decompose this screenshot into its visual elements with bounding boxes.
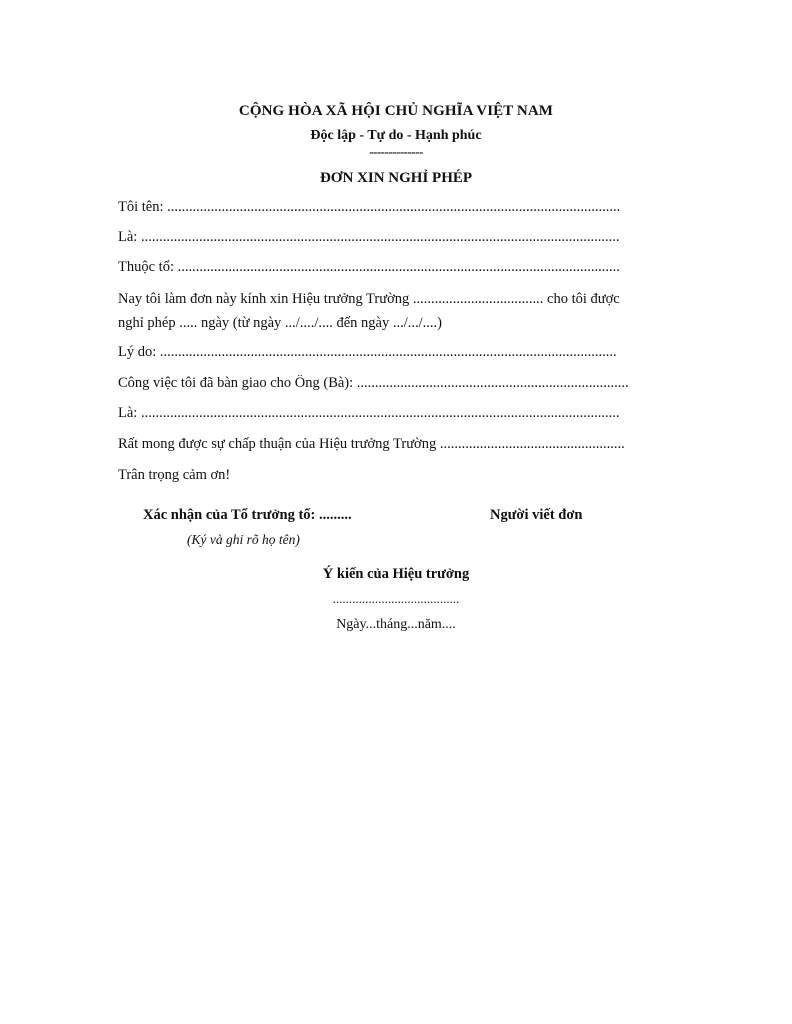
header-divider: -------------- [369, 144, 423, 159]
field-handover-role: Là: .................................................................................................................................... [118, 405, 620, 421]
field-reason: Lý do: .............................................................................................................................. [118, 344, 617, 360]
team-leader-confirmation-label: Xác nhận của Tổ trưởng tổ: ......... [143, 507, 352, 523]
applicant-signature-label: Người viết đơn [490, 507, 583, 523]
closing-thanks: Trân trọng cảm ơn! [118, 467, 231, 483]
principal-opinion-dots: ....................................... [332, 591, 460, 606]
field-handover: Công việc tôi đã bàn giao cho Ông (Bà): ........................................................................... [118, 375, 629, 391]
date-line: Ngày...tháng...năm.... [336, 617, 456, 632]
principal-opinion-label: Ý kiến của Hiệu trưởng [322, 566, 470, 582]
field-request-line2: nghỉ phép ..... ngày (từ ngày .../..../.... đến ngày .../.../....) [118, 315, 442, 331]
team-leader-signature-note: (Ký và ghi rõ họ tên) [187, 532, 300, 547]
field-group: Thuộc tổ: .......................................................................................................................... [118, 259, 620, 275]
field-approval-hope: Rất mong được sự chấp thuận của Hiệu trưởng Trường ................................................... [118, 436, 625, 452]
national-title: CỘNG HÒA XÃ HỘI CHỦ NGHĨA VIỆT NAM [238, 103, 554, 119]
field-request-line1: Nay tôi làm đơn này kính xin Hiệu trưởng Trường .................................... cho tôi được [118, 291, 620, 307]
document-title: ĐƠN XIN NGHỈ PHÉP [319, 170, 473, 186]
national-motto: Độc lập - Tự do - Hạnh phúc [310, 128, 482, 143]
field-name: Tôi tên: ............................................................................................................................. [118, 199, 621, 215]
field-role: Là: .................................................................................................................................... [118, 229, 620, 245]
